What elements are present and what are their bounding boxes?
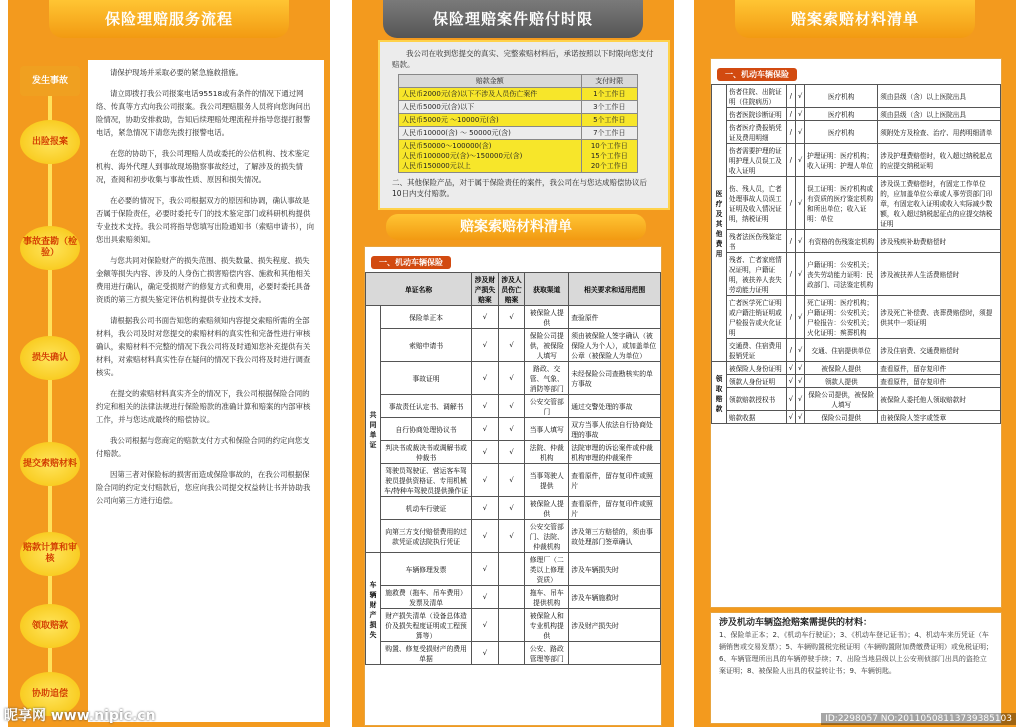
table-cell: √	[472, 395, 499, 418]
table-cell: √	[795, 362, 804, 375]
table-cell: 自行协商处理协议书	[381, 418, 472, 441]
table-cell: 当事人填写	[525, 418, 569, 441]
table-cell: √	[472, 553, 499, 586]
process-panel	[8, 0, 330, 727]
table-cell: √	[472, 464, 499, 497]
table-cell	[569, 642, 661, 665]
watermark-logo: 昵享网 www.nipic.cn	[4, 708, 156, 724]
table-cell: 被保险人提供	[525, 497, 569, 520]
table-cell: 领款人身份证明	[727, 375, 787, 388]
table-cell: 涉及车辆损失时	[569, 553, 661, 586]
table-cell: 保险单正本	[381, 306, 472, 329]
table-cell: √	[472, 520, 499, 553]
table-cell: √	[795, 339, 804, 362]
table-cell: 须由县级（含）以上医院出具	[878, 108, 1001, 121]
step-accident: 发生事故	[20, 66, 80, 96]
table-cell: 死亡证明：医疗机构；户籍证明：公安机关；尸检报告：公安机关；火化证明：殡葬机构	[805, 296, 878, 339]
table-cell: 被保险人提供	[805, 362, 878, 375]
timeline-panel	[352, 0, 674, 727]
table-cell	[498, 553, 525, 586]
table-cell: 事故责任认定书、调解书	[381, 395, 472, 418]
table-cell: /	[786, 121, 795, 144]
table-cell: √	[472, 306, 499, 329]
table-cell: 人民币5000元(含)以下	[399, 101, 582, 114]
table-cell: 亡者医学死亡证明或户籍注销证明或尸检报告或火化证明	[727, 296, 787, 339]
table-cell: 公安交管部门、法院、仲裁机构	[525, 520, 569, 553]
paragraph: 因第三者对保险标的损害而造成保险事故的，在我公司根据保险合同的约定支付赔款后，您应向我公司提交权益转让书并协助我公司向第三方进行追偿。	[96, 470, 311, 505]
table-cell: 护理证明：医疗机构；收入证明：护理人单位	[805, 144, 878, 177]
table-cell: /	[786, 108, 795, 121]
paragraph: 在您的协助下，我公司理赔人员或委托的公估机构、技术鉴定机构、海外代理人到事故现场勘察事故经过，了解涉及的损失情况，查阅和初步收集与事故性质、原因和损失情况。	[96, 149, 310, 184]
step-recovery: 协助追偿	[20, 672, 80, 716]
table-cell: 赔款收据	[727, 411, 787, 424]
table-cell: 人民币5000元 ～10000元(含)	[399, 114, 582, 127]
table-cell: 涉及车辆施救时	[569, 586, 661, 609]
step-loss-confirm: 损失确认	[20, 336, 80, 380]
table-cell: 伤、残人员，亡者处理事故人员误工证明及收入情况证明，纳税证明	[727, 177, 787, 230]
table-cell: √	[472, 497, 499, 520]
table-cell: √	[786, 388, 795, 411]
table-cell: 购置、修复受损财产的费用单据	[381, 642, 472, 665]
table-cell: 户籍证明：公安机关；丧失劳动能力证明：民政部门、司法鉴定机构	[805, 253, 878, 296]
table-cell: 伤者医院诊断证明	[727, 108, 787, 121]
table-cell: √	[498, 306, 525, 329]
table-cell: 医疗机构	[805, 85, 878, 108]
paragraph: 我公司根据与您商定的赔款支付方式和保险合同的约定向您支付赔款。	[96, 436, 310, 458]
step-receive-payment: 领取赔款	[20, 604, 80, 648]
table-cell: √	[795, 296, 804, 339]
paragraph: 请根据我公司书面告知您的索赔须知内容提交索赔所需的全部材料，我公司及时对您提交的索赔材料的真实性和完备性进行审核确认，索赔材料不完整的情况下我公司将及时通知您补充提供有关材料，对索赔材料真实性存在疑问的情况下我公司将及时进行调查核实。	[96, 316, 311, 377]
table-cell: √	[795, 230, 804, 253]
table-cell: √	[786, 375, 795, 388]
table-cell: 查看原件，留存复印件	[878, 375, 1001, 388]
table-cell: 交通费、住宿费用报销凭证	[727, 339, 787, 362]
table-cell: √	[795, 375, 804, 388]
col-header: 单证名称	[366, 273, 472, 306]
table-cell: 未经保险公司查勘核实的单方事故	[569, 362, 661, 395]
group-label: 共同单证	[366, 306, 381, 553]
table-cell: √	[795, 144, 804, 177]
table-cell: 判决书或裁决书或调解书或仲裁书	[381, 441, 472, 464]
table-cell: 领款人提供	[805, 375, 878, 388]
table-cell: 财产损失清单（设备总体造价及损失程度证明或工程预算等）	[381, 609, 472, 642]
table-cell: √	[472, 362, 499, 395]
table-cell: 拖车、吊车提供机构	[525, 586, 569, 609]
table-cell: 涉及财产损失时	[569, 609, 661, 642]
table-cell	[498, 642, 525, 665]
table-cell: √	[786, 362, 795, 375]
table-cell: 人民币50000～100000(含) 人民币100000元(含)～150000元(含) 人民币150000元以上	[399, 140, 582, 173]
table-cell: /	[786, 339, 795, 362]
table-cell: 索赔申请书	[381, 329, 472, 362]
table-cell: √	[795, 411, 804, 424]
timeline-title: 保险理赔案件赔付时限	[383, 0, 643, 38]
theft-materials-title: 涉及机动车辆盗抢赔案需提供的材料：	[719, 618, 873, 628]
table-cell: /	[786, 177, 795, 230]
table-cell: 公安交管部门	[525, 395, 569, 418]
table-cell: /	[786, 85, 795, 108]
table-cell: 交通、住宿提供单位	[805, 339, 878, 362]
group-label: 车辆财产损失	[366, 553, 381, 665]
step-submit-materials: 提交索赔材料	[20, 442, 80, 486]
table-cell: 须由县级（含）以上医院出具	[878, 85, 1001, 108]
table-cell: 7个工作日	[581, 127, 637, 140]
table-cell: √	[795, 388, 804, 411]
table-cell: 人民币2000元(含)以下不涉及人员伤亡案件	[399, 88, 582, 101]
col-header: 相关要求和适用范围	[569, 273, 661, 306]
table-cell: /	[786, 144, 795, 177]
table-cell: 查验原件	[569, 306, 661, 329]
table-cell: √	[498, 362, 525, 395]
table-cell: 涉及死亡补偿费、丧葬费赔偿时，须提供其中一项证明	[878, 296, 1001, 339]
table-cell: 10个工作日 15个工作日 20个工作日	[581, 140, 637, 173]
table-cell: 被保险人和专业机构提供	[525, 609, 569, 642]
col-header: 支付时限	[581, 75, 637, 88]
table-cell: 伤者医疗费报销凭证及费用明细	[727, 121, 787, 144]
table-cell: 被保险人身份证明	[727, 362, 787, 375]
process-flow	[18, 60, 82, 720]
table-cell: 法院、仲裁机构	[525, 441, 569, 464]
table-cell: 须附处方及检查、治疗、用药明细清单	[878, 121, 1001, 144]
table-cell: 路政、交管、气象、消防等部门	[525, 362, 569, 395]
table-cell: 被保险人提供	[525, 306, 569, 329]
other-products-note: 二、其他保险产品，对于属于保险责任的案件，我公司在与您达成赔偿协议后10日内支付赔款。	[392, 178, 647, 198]
table-cell: √	[795, 85, 804, 108]
table-cell: 保险公司提供	[805, 411, 878, 424]
table-cell: 机动车行驶证	[381, 497, 472, 520]
table-cell: /	[786, 296, 795, 339]
table-cell: 涉及被扶养人生活费赔偿时	[878, 253, 1001, 296]
materials-table	[365, 272, 661, 665]
table-cell: 涉及残疾补助费赔偿时	[878, 230, 1001, 253]
table-cell: 保险公司提供，被保险人填写	[805, 388, 878, 411]
step-report: 出险报案	[20, 120, 80, 164]
materials-panel	[694, 0, 1016, 727]
table-cell: 涉及住宿费、交通费赔偿时	[878, 339, 1001, 362]
table-cell: √	[472, 609, 499, 642]
table-cell: √	[498, 418, 525, 441]
table-cell: 查看原件，留存复印件或照片	[569, 464, 661, 497]
paragraph: 在提交的索赔材料真实齐全的情况下，我公司根据保险合同的约定和相关的法律法规进行保险赔款的准确计算和赔案的内部审核工作，并与您达成最终的赔偿协议。	[96, 389, 311, 424]
materials-list-title: 赔案索赔材料清单	[386, 214, 646, 240]
table-cell: √	[472, 441, 499, 464]
table-cell: √	[472, 329, 499, 362]
table-cell: /	[786, 253, 795, 296]
table-cell: 修理厂（二类以上修理资质）	[525, 553, 569, 586]
table-cell: 事故证明	[381, 362, 472, 395]
table-cell: √	[498, 329, 525, 362]
table-cell: 残者、亡者家庭情况证明，户籍证明，被扶养人丧失劳动能力证明	[727, 253, 787, 296]
table-cell: 5个工作日	[581, 114, 637, 127]
table-cell: √	[472, 642, 499, 665]
section-label: 一、机动车辆保险	[717, 68, 797, 81]
table-cell: 医疗机构	[805, 121, 878, 144]
theft-materials-list: 1、保险单正本；2、《机动车行驶证》；3、《机动车登记证书》；4、机动车来历凭证（车辆销售或交易发票）；5、车辆购置税完税证明（车辆购置附加费缴费证明）或免税证明；6、车辆管理所出具的车辆停驶手续；7、出险当地县级以上公安刑侦部门出具的盗抢立案证明；8、被保险人出具的权益转让书；9、车辆钥匙。	[719, 631, 993, 675]
table-cell: 驾驶员驾驶证、营运客车驾驶员提供资格证、专用机械车/特种车驾驶员提供操作证	[381, 464, 472, 497]
table-cell: 公安、路政管理等部门	[525, 642, 569, 665]
watermark-id: ID:2298057 NO:20110508113739385103	[821, 713, 1016, 725]
table-cell: √	[795, 121, 804, 144]
paragraph: 在必要的情况下，我公司根据双方的原因和协调，确认事故是否属于保险责任，必要时委托专门的技术鉴定部门或科研机构提供专业技术支持。我公司将指导您填写出险通知书（索赔申请书），向您出具索赔须知。	[96, 196, 315, 244]
group-label: 领取赔款	[712, 362, 727, 424]
timeline-intro: 我公司在收到您提交的真实、完整索赔材料后，承诺按照以下时限向您支付赔款。	[392, 49, 654, 69]
col-header: 涉及人员伤亡赔案	[498, 273, 525, 306]
table-cell: 由被保险人签字或签章	[878, 411, 1001, 424]
table-cell: 查看原件，留存复印件	[878, 362, 1001, 375]
table-cell: √	[498, 441, 525, 464]
table-cell: 医疗机构	[805, 108, 878, 121]
payment-time-box	[378, 40, 670, 210]
paragraph: 请立即拨打我公司报案电话95518或有条件的情况下通过网络、传真等方式向我公司报案。我公司理赔服务人员将向您询问出险情况，协助安排救助，告知后续理赔处理流程并指导您提打报警电话，紧急情况下请您先拨打报警电话。	[96, 89, 311, 137]
payment-time-table	[398, 74, 638, 173]
table-cell: √	[786, 411, 795, 424]
table-cell: √	[498, 464, 525, 497]
table-cell: 3个工作日	[581, 101, 637, 114]
table-cell: 向第三方支付赔偿费用的过款凭证或法院执行凭证	[381, 520, 472, 553]
table-cell: 人民币10000(含) ～ 50000元(含)	[399, 127, 582, 140]
materials-title: 赔案索赔材料清单	[735, 0, 975, 38]
process-title: 保险理赔服务流程	[49, 0, 289, 38]
table-cell: 法院审理的诉讼案件或仲裁机构审理的仲裁案件	[569, 441, 661, 464]
table-cell: 须由被保险人签字确认（被保险人为个人），或加盖单位公章（被保险人为单位）	[569, 329, 661, 362]
medical-materials-table	[711, 84, 1001, 424]
table-cell: 有资格的伤残鉴定机构	[805, 230, 878, 253]
table-cell: √	[472, 418, 499, 441]
table-cell: 通过交警处理的事故	[569, 395, 661, 418]
table-cell: 查看原件，留存复印件或照片	[569, 497, 661, 520]
step-calc-review: 赔款计算和审核	[20, 532, 80, 576]
table-cell: 涉及第三方赔偿的，须由事故处理部门签章确认	[569, 520, 661, 553]
col-header: 赔款金额	[399, 75, 582, 88]
table-cell: 领款赔款授权书	[727, 388, 787, 411]
table-cell: 双方当事人依法自行协商处理的事故	[569, 418, 661, 441]
table-cell: 保险公司提供，被保险人填写	[525, 329, 569, 362]
table-cell: √	[795, 108, 804, 121]
table-cell: 涉及护理费赔偿时，收入超过纳税起点的应提交纳税证明	[878, 144, 1001, 177]
table-cell: 当事驾驶人提供	[525, 464, 569, 497]
col-header: 涉及财产损失赔案	[472, 273, 499, 306]
table-cell: √	[472, 586, 499, 609]
table-cell: 车辆修理发票	[381, 553, 472, 586]
col-header: 获取渠道	[525, 273, 569, 306]
table-cell: √	[498, 520, 525, 553]
table-cell: √	[498, 395, 525, 418]
step-survey: 事故查勘（检验）	[20, 226, 80, 270]
section-label: 一、机动车辆保险	[371, 256, 451, 269]
paragraph: 请保护现场并采取必要的紧急施救措施。	[110, 68, 244, 77]
table-cell: √	[795, 177, 804, 230]
table-cell: 伤者住院、出院证明（住院病历）	[727, 85, 787, 108]
table-cell: 误工证明：医疗机构或有资质的医疗鉴定机构和所出单位；收入证明：单位	[805, 177, 878, 230]
table-cell: 1个工作日	[581, 88, 637, 101]
table-cell: 残者法医伤残鉴定书	[727, 230, 787, 253]
group-label: 医疗及其他费用	[712, 85, 727, 362]
table-cell	[498, 586, 525, 609]
table-cell: 施救费（拖车、吊车费用）发票及清单	[381, 586, 472, 609]
table-cell: 被保险人委托他人领取赔款时	[878, 388, 1001, 411]
table-cell: √	[795, 253, 804, 296]
table-cell: √	[498, 497, 525, 520]
table-cell	[498, 609, 525, 642]
process-description	[88, 60, 324, 722]
paragraph: 与您共同对保险财产的损失范围、损失数量、损失程度、损失金额等损失内容、涉及的人身伤亡损害赔偿内容、施救和其他相关费用进行确认，确定受损财产的修复方式和费用，必要时委托具备资质的第三方损失鉴定评估机构提供专业技术支持。	[96, 256, 311, 304]
table-cell: 涉及误工费赔偿时，有固定工作单位的，应加盖单位公章或人事劳资部门印章，有固定收入证明或收入实际减少数额，收入超过纳税起征点的应提交纳税证明	[878, 177, 1001, 230]
table-cell: /	[786, 230, 795, 253]
table-cell: 伤者需要护理的证明护理人员误工及收入证明	[727, 144, 787, 177]
